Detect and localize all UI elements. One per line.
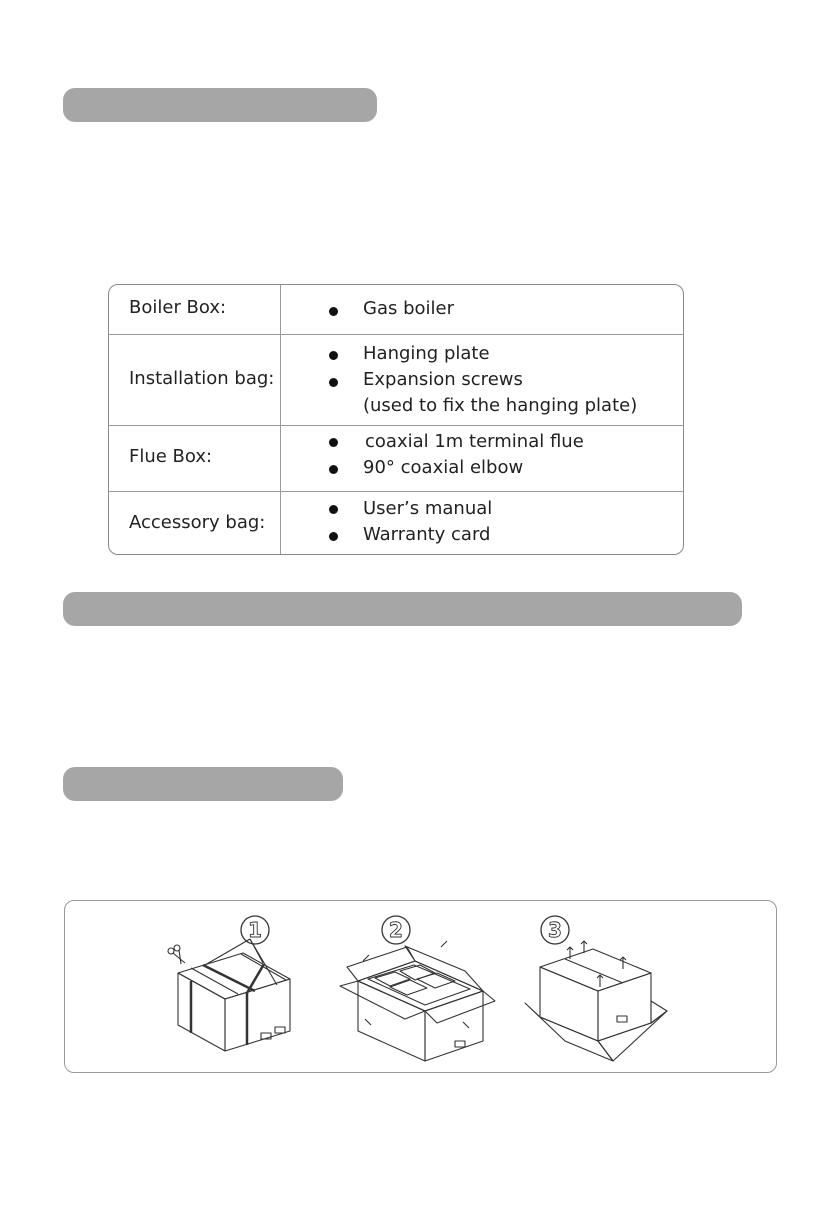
bullet-icon bbox=[329, 505, 338, 514]
unpacking-figure bbox=[64, 900, 777, 1073]
row-label: Boiler Box: bbox=[129, 297, 227, 318]
row-label: Flue Box: bbox=[129, 446, 213, 467]
lifted-box-icon bbox=[525, 941, 667, 1061]
row-item: Expansion screws bbox=[363, 369, 523, 390]
step-3-label: 3 bbox=[548, 918, 562, 942]
row-label: Accessory bag: bbox=[129, 512, 266, 533]
row-item: User’s manual bbox=[363, 498, 493, 519]
row-item: coaxial 1m terminal flue bbox=[365, 431, 584, 452]
step-3-badge bbox=[541, 916, 569, 944]
row-item: 90° coaxial elbow bbox=[363, 457, 524, 478]
section-header-bar-2 bbox=[63, 592, 742, 626]
row-item: Warranty card bbox=[363, 524, 491, 545]
table-row bbox=[109, 491, 683, 555]
row-item: (used to fix the hanging plate) bbox=[363, 395, 638, 416]
bullet-icon bbox=[329, 532, 338, 541]
section-header-bar-1 bbox=[63, 88, 377, 122]
bullet-icon bbox=[329, 378, 338, 387]
table-row bbox=[109, 425, 683, 492]
open-box-icon bbox=[340, 941, 495, 1061]
row-label: Installation bag: bbox=[129, 368, 275, 389]
row-item: Gas boiler bbox=[363, 298, 454, 319]
step-1-badge bbox=[241, 916, 269, 944]
bullet-icon bbox=[329, 351, 338, 360]
strapped-box-icon bbox=[178, 939, 290, 1051]
table-row bbox=[109, 334, 683, 426]
row-item: Hanging plate bbox=[363, 343, 490, 364]
table-row bbox=[109, 285, 683, 334]
step-2-label: 2 bbox=[389, 918, 403, 942]
scissors-icon bbox=[168, 945, 185, 964]
unpacking-illustration bbox=[65, 901, 778, 1074]
bullet-icon bbox=[329, 438, 338, 447]
section-header-bar-3 bbox=[63, 767, 343, 801]
bullet-icon bbox=[329, 307, 338, 316]
step-2-badge bbox=[382, 916, 410, 944]
package-contents-table bbox=[108, 284, 684, 555]
bullet-icon bbox=[329, 465, 338, 474]
step-1-label: 1 bbox=[248, 918, 262, 942]
